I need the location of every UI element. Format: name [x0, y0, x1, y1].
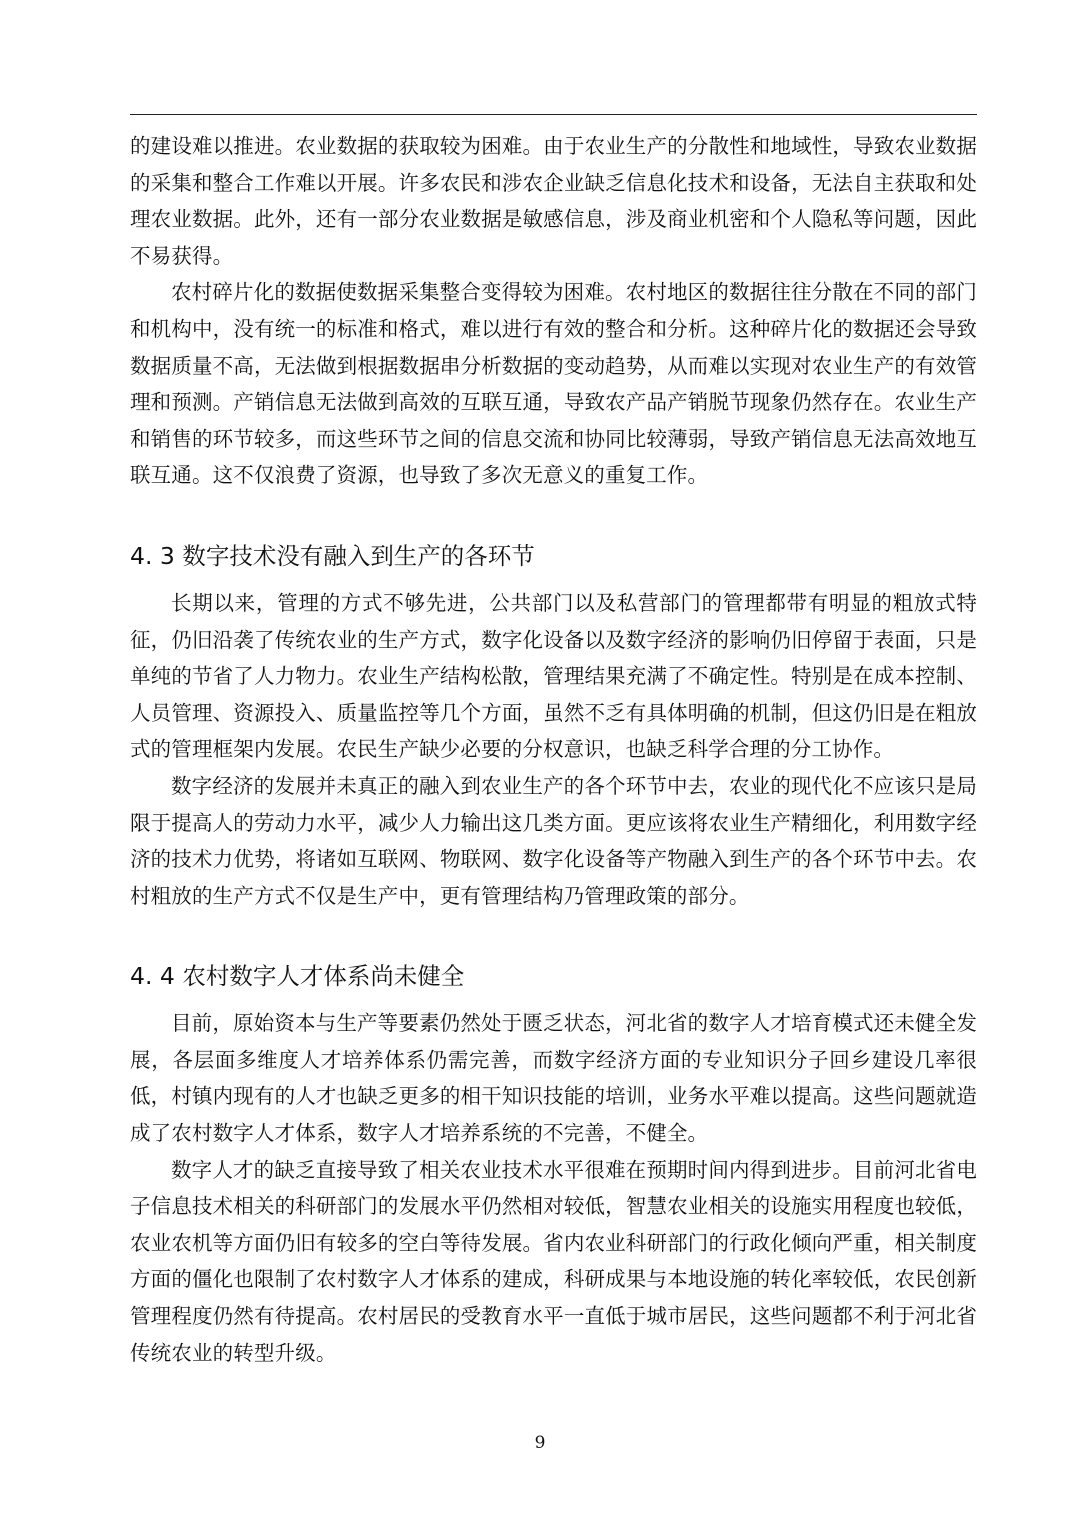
page-number: 9 — [534, 1433, 546, 1453]
section-heading-4-4: 4. 4 农村数字人才体系尚未健全 — [130, 962, 465, 991]
body-paragraph: 目前，原始资本与生产等要素仍然处于匮乏状态，河北省的数字人才培育模式还未健全发展，各层面多维度人才培养体系仍需完善，而数字经济方面的专业知识分子回乡建设几率很低，村镇内现有的人才也缺乏更多的相干知识技能的培训，业务水平难以提高。这些问题就造成了农村数字人才体系，数字人才培养系统的不完善，不健全。 — [130, 1011, 977, 1146]
header-rule — [130, 114, 977, 115]
body-paragraph: 数字经济的发展并未真正的融入到农业生产的各个环节中去，农业的现代化不应该只是局限于提高人的劳动力水平，减少人力输出这几类方面。更应该将农业生产精细化，利用数字经济的技术力优势，将诸如互联网、物联网、数字化设备等产物融入到生产的各个环节中去。农村粗放的生产方式不仅是生产中，更有管理结构乃管理政策的部分。 — [130, 773, 977, 908]
section-heading-4-3: 4. 3 数字技术没有融入到生产的各环节 — [130, 541, 535, 570]
body-paragraph: 数字人才的缺乏直接导致了相关农业技术水平很难在预期时间内得到进步。目前河北省电子信息技术相关的科研部门的发展水平仍然相对较低，智慧农业相关的设施实用程度也较低，农业农机等方面仍旧有较多的空白等待发展。省内农业科研部门的行政化倾向严重，相关制度方面的僵化也限制了农村数字人才体系的建成，科研成果与本地设施的转化率较低，农民创新管理程度仍然有待提高。农村居民的受教育水平一直低于城市居民，这些问题都不利于河北省传统农业的转型升级。 — [130, 1157, 977, 1365]
body-paragraph: 的建设难以推进。农业数据的获取较为困难。由于农业生产的分散性和地域性，导致农业数据的采集和整合工作难以开展。许多农民和涉农企业缺乏信息化技术和设备，无法自主获取和处理农业数据。此外，还有一部分农业数据是敏感信息，涉及商业机密和个人隐私等问题，因此不易获得。 — [130, 134, 977, 268]
body-paragraph: 农村碎片化的数据使数据采集整合变得较为困难。农村地区的数据往往分散在不同的部门和机构中，没有统一的标准和格式，难以进行有效的整合和分析。这种碎片化的数据还会导致数据质量不高，无法做到根据数据串分析数据的变动趋势，从而难以实现对农业生产的有效管理和预测。产销信息无法做到高效的互联互通，导致农产品产销脱节现象仍然存在。农业生产和销售的环节较多，而这些环节之间的信息交流和协同比较薄弱，导致产销信息无法高效地互联互通。这不仅浪费了资源，也导致了多次无意义的重复工作。 — [130, 280, 977, 488]
document-body — [130, 128, 977, 1371]
body-paragraph: 长期以来，管理的方式不够先进，公共部门以及私营部门的管理都带有明显的粗放式特征，仍旧沿袭了传统农业的生产方式，数字化设备以及数字经济的影响仍旧停留于表面，只是单纯的节省了人力物力。农业生产结构松散，管理结果充满了不确定性。特别是在成本控制、人员管理、资源投入、质量监控等几个方面，虽然不乏有具体明确的机制，但这仍旧是在粗放式的管理框架内发展。农民生产缺少必要的分权意识，也缺乏科学合理的分工协作。 — [130, 590, 977, 762]
